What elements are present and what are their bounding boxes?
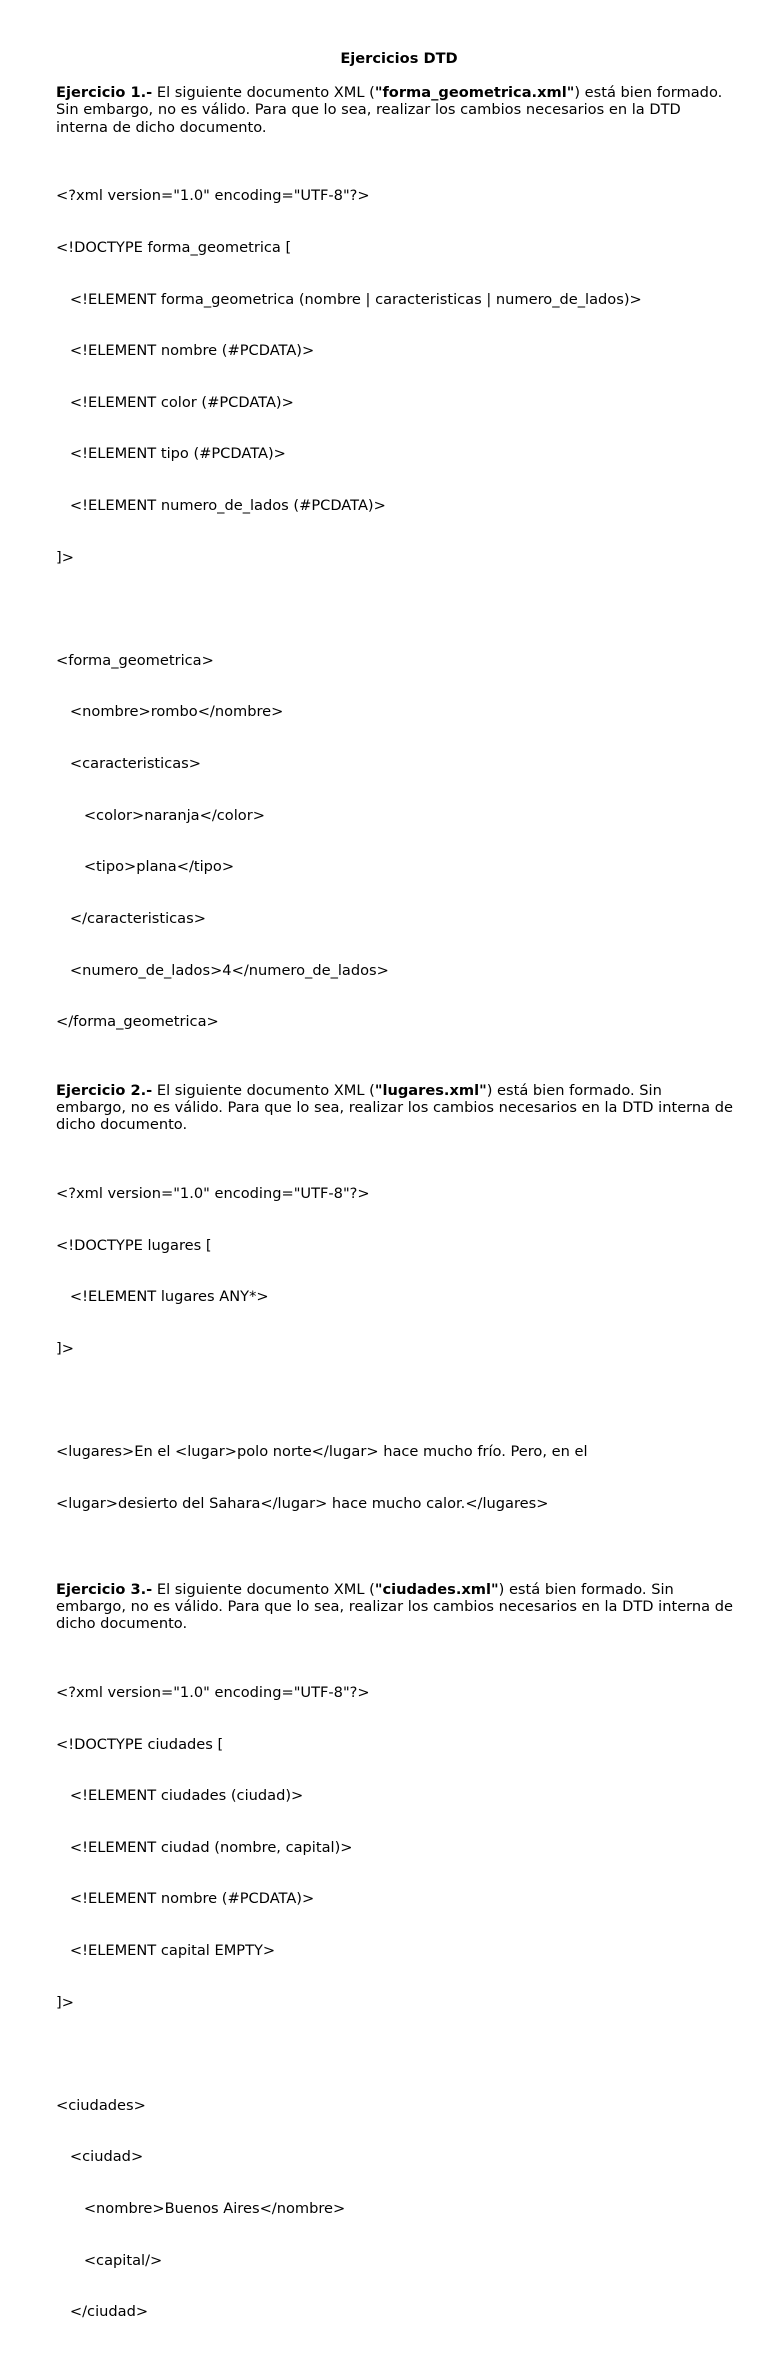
code-line: <!ELEMENT numero_de_lados (#PCDATA)> [56, 497, 386, 515]
code-line: <!ELEMENT nombre (#PCDATA)> [56, 342, 315, 360]
code-line: <!DOCTYPE forma_geometrica [ [56, 239, 292, 257]
code-line: <forma_geometrica> [56, 651, 214, 669]
exercise-3-dtd-block [56, 1650, 736, 2046]
code-line: <!DOCTYPE ciudades [ [56, 1735, 224, 1753]
exercise-3-heading: Ejercicio 3.- [56, 1580, 153, 1598]
exercise-1-filename: "forma_geometrica.xml" [374, 84, 575, 102]
exercise-2-dtd-block [56, 1151, 736, 1392]
page-title: Ejercicios DTD [340, 50, 458, 67]
exercise-1-dtd-block [56, 153, 736, 600]
code-line: ]> [56, 548, 74, 566]
code-line: <?xml version="1.0" encoding="UTF-8"?> [56, 1185, 370, 1203]
code-line: <color>naranja</color> [56, 806, 265, 824]
code-line: </ciudad> [56, 2303, 149, 2321]
exercise-2-statement [56, 1082, 736, 1134]
code-line: <tipo>plana</tipo> [56, 858, 235, 876]
exercise-3-text-a: El siguiente documento XML ( [152, 1580, 375, 1598]
exercise-1-text-b: ) está bien formado. Sin embargo, no es válido. Para que lo sea, realizar los cambios necesarios en la DTD interna de dicho documento. [56, 84, 723, 136]
code-line: <!ELEMENT lugares ANY*> [56, 1288, 269, 1306]
exercise-3-xml-block [56, 2062, 736, 2354]
code-line: <caracteristicas> [56, 755, 202, 773]
code-line: <?xml version="1.0" encoding="UTF-8"?> [56, 187, 370, 205]
exercise-3-filename: "ciudades.xml" [374, 1580, 499, 1598]
exercise-2-xml-block [56, 1409, 736, 1547]
code-line: <!DOCTYPE lugares [ [56, 1236, 212, 1254]
code-line: <!ELEMENT forma_geometrica (nombre | caracteristicas | numero_de_lados)> [56, 290, 642, 308]
code-line: <!ELEMENT color (#PCDATA)> [56, 393, 294, 411]
code-line: </forma_geometrica> [56, 1013, 219, 1031]
exercise-2-text-a: El siguiente documento XML ( [152, 1081, 375, 1099]
exercise-1-heading: Ejercicio 1.- [56, 84, 153, 102]
code-line: <!ELEMENT ciudad (nombre, capital)> [56, 1838, 353, 1856]
code-line: <!ELEMENT tipo (#PCDATA)> [56, 445, 286, 463]
code-line: ]> [56, 1339, 74, 1357]
code-line: ]> [56, 1993, 74, 2011]
exercise-2-filename: "lugares.xml" [374, 1081, 487, 1099]
exercise-3-statement [56, 1581, 736, 1633]
code-line: <nombre>rombo</nombre> [56, 703, 284, 721]
code-line: </caracteristicas> [56, 909, 206, 927]
code-line: <ciudades> [56, 2096, 146, 2114]
code-line: <!ELEMENT ciudades (ciudad)> [56, 1787, 304, 1805]
exercise-1-text-a: El siguiente documento XML ( [152, 84, 375, 102]
code-line: <capital/> [56, 2251, 163, 2269]
code-line: <ciudad> [56, 2148, 144, 2166]
exercise-2-text-b: ) está bien formado. Sin embargo, no es válido. Para que lo sea, realizar los cambios necesarios en la DTD interna de dicho documento. [56, 1081, 733, 1134]
code-line: <nombre>Buenos Aires</nombre> [56, 2200, 346, 2218]
exercise-1-xml-block [56, 617, 736, 1064]
code-line: <!ELEMENT nombre (#PCDATA)> [56, 1890, 315, 1908]
code-line: <!ELEMENT capital EMPTY> [56, 1942, 276, 1960]
exercise-3-text-b: ) está bien formado. Sin embargo, no es válido. Para que lo sea, realizar los cambios necesarios en la DTD interna de dicho documento. [56, 1580, 733, 1633]
exercise-1-statement [56, 84, 736, 136]
exercise-2-heading: Ejercicio 2.- [56, 1081, 153, 1099]
code-line: <?xml version="1.0" encoding="UTF-8"?> [56, 1683, 370, 1701]
code-line: <lugares>En el <lugar>polo norte</lugar> hace mucho frío. Pero, en el [56, 1443, 588, 1461]
document-page [56, 50, 736, 2355]
code-line: <numero_de_lados>4</numero_de_lados> [56, 961, 389, 979]
code-line: <lugar>desierto del Sahara</lugar> hace mucho calor.</lugares> [56, 1494, 549, 1512]
